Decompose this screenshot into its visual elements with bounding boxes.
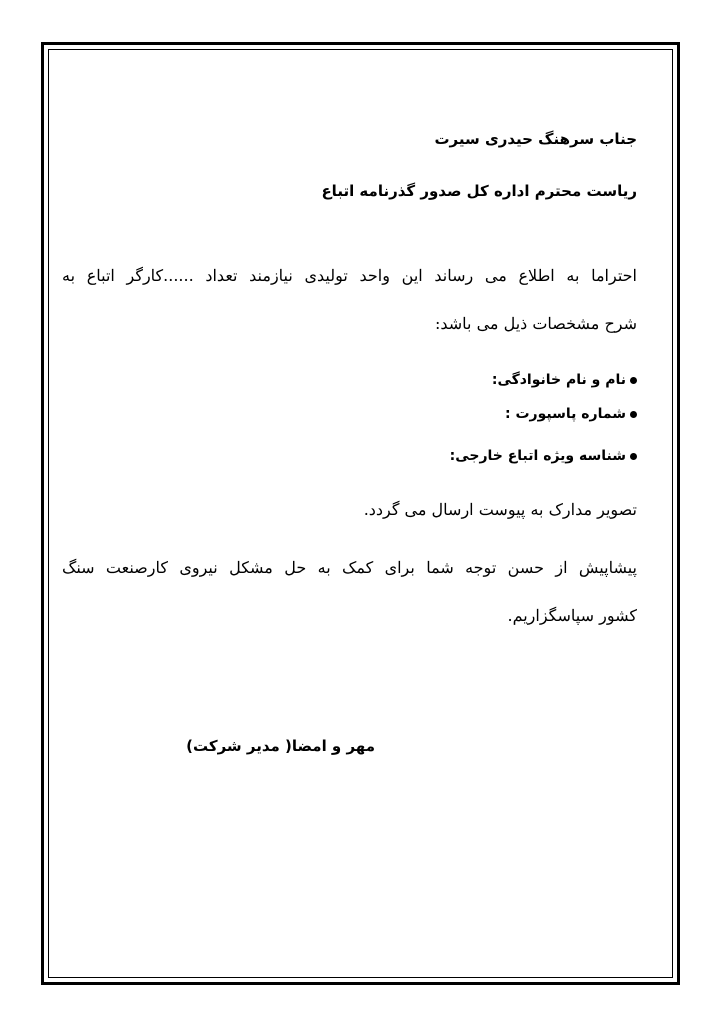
list-item-label: نام و نام خانوادگی: — [491, 372, 626, 388]
list-item-foreign-id — [450, 448, 637, 464]
recipient-name: جناب سرهنگ حیدری سیرت — [434, 130, 637, 148]
thanks-line-1: پیشاپیش از حسن توجه شما برای کمک به حل مشکل نیروی کارصنعت سنگ — [62, 558, 637, 577]
bullet-icon — [630, 411, 637, 418]
thanks-line-2: کشور سپاسگزاریم. — [507, 606, 637, 625]
recipient-title: ریاست محترم اداره کل صدور گذرنامه اتباع — [321, 182, 637, 200]
list-item-passport — [505, 406, 637, 422]
list-item-label: شماره پاسپورت : — [505, 406, 626, 422]
list-item-label: شناسه ویژه اتباع خارجی: — [449, 448, 626, 464]
bullet-icon — [630, 377, 637, 384]
intro-line-2: شرح مشخصات ذیل می باشد: — [434, 314, 637, 333]
intro-line-1: احتراما به اطلاع می رساند این واحد تولیدی نیازمند تعداد ......کارگر اتباع به — [62, 266, 637, 285]
list-item-name — [492, 372, 637, 388]
signature-line: مهر و امضا( مدیر شرکت) — [186, 737, 375, 755]
attachment-note: تصویر مدارک به پیوست ارسال می گردد. — [363, 500, 637, 519]
bullet-icon — [630, 453, 637, 460]
